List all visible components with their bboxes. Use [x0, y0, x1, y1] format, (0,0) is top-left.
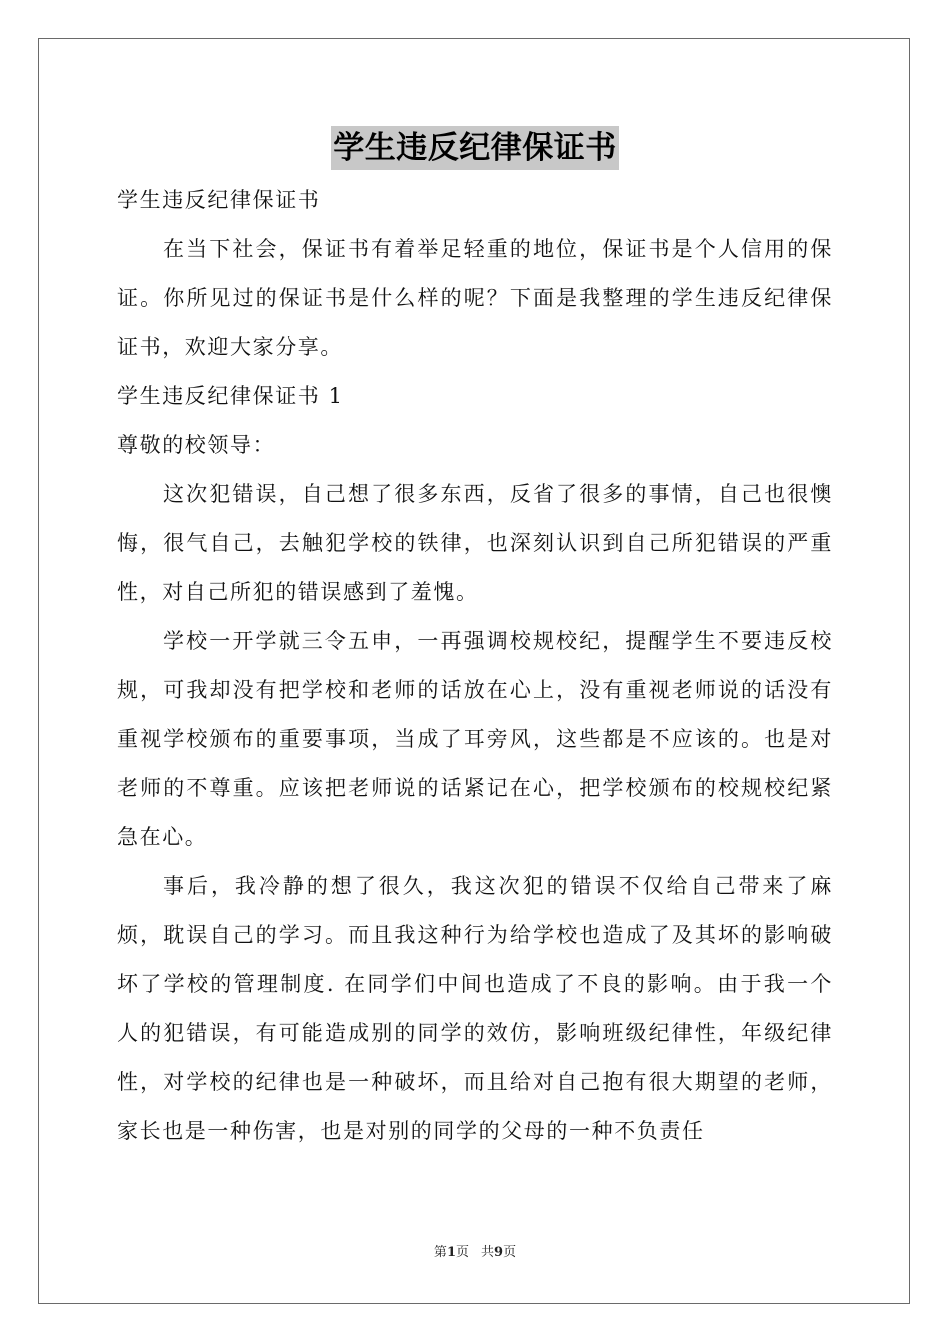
title-container — [0, 126, 950, 170]
section-heading: 学生违反纪律保证书 1 — [117, 384, 344, 408]
page-prefix: 第 — [433, 1245, 447, 1260]
document-body — [117, 176, 833, 1156]
paragraph: 事后，我冷静的想了很久，我这次犯的错误不仅给自己带来了麻烦，耽误自己的学习。而且我这种行为给学校也造成了及其坏的影响破坏了学校的管理制度. 在同学们中间也造成了不良的影响。由于我一个人的犯错误，有可能造成别的同学的效仿，影响班级纪律性，年级纪律性，对学校的纪律也是一种破坏，而且给对自己抱有很大期望的老师，家长也是一种伤害，也是对别的同学的父母的一种不负责任 — [117, 874, 833, 1143]
total-prefix: 共 — [481, 1245, 495, 1260]
document-title: 学生违反纪律保证书 — [331, 126, 619, 170]
paragraph: 学校一开学就三令五申，一再强调校规校纪，提醒学生不要违反校规，可我却没有把学校和老师的话放在心上，没有重视老师说的话没有重视学校颁布的重要事项，当成了耳旁风，这些都是不应该的。也是对老师的不尊重。应该把老师说的话紧记在心，把学校颁布的校规校纪紧急在心。 — [117, 629, 833, 849]
page-footer — [0, 1244, 950, 1262]
page-suffix: 页 — [455, 1245, 469, 1260]
page-total: 9 — [494, 1245, 504, 1260]
paragraph: 学生违反纪律保证书 — [117, 188, 321, 212]
paragraph: 在当下社会，保证书有着举足轻重的地位，保证书是个人信用的保证。你所见过的保证书是什么样的呢？下面是我整理的学生违反纪律保证书，欢迎大家分享。 — [117, 237, 833, 359]
total-suffix: 页 — [503, 1245, 517, 1260]
salutation: 尊敬的校领导： — [117, 433, 276, 457]
paragraph: 这次犯错误，自己想了很多东西，反省了很多的事情，自己也很懊悔，很气自己，去触犯学校的铁律，也深刻认识到自己所犯错误的严重性，对自己所犯的错误感到了羞愧。 — [117, 482, 833, 604]
page-current: 1 — [446, 1245, 456, 1260]
